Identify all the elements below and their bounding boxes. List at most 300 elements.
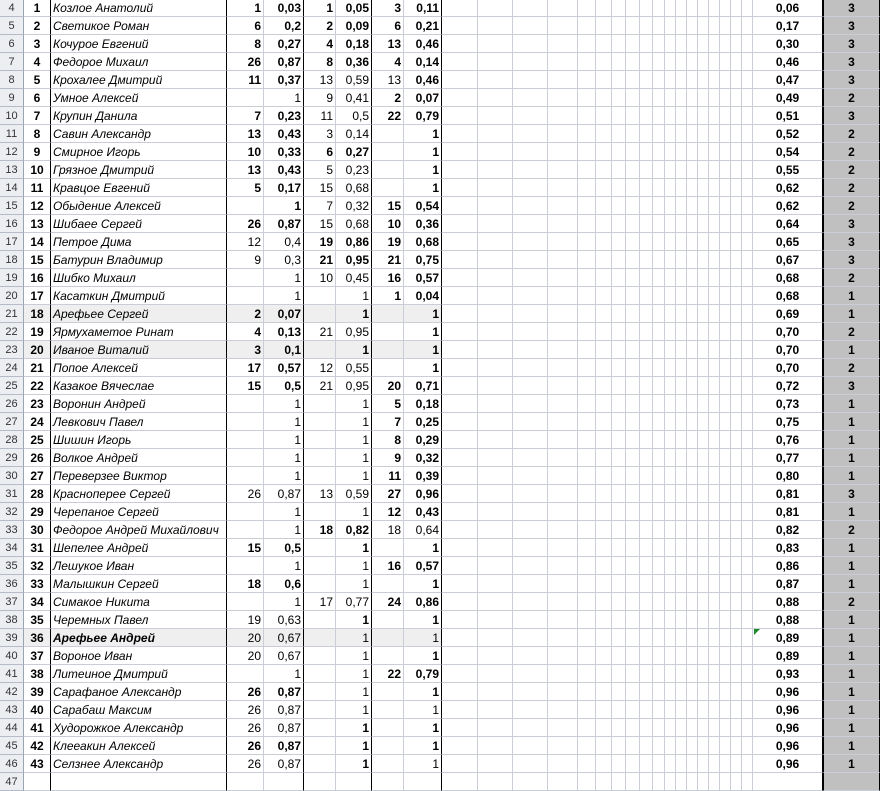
ratio-a-cell[interactable]: 0,57	[264, 359, 304, 377]
empty-cell[interactable]	[720, 269, 731, 287]
empty-cell[interactable]	[478, 125, 513, 143]
empty-cell[interactable]	[720, 737, 731, 755]
name-cell[interactable]: Лешукое Иван	[51, 557, 227, 575]
average-cell[interactable]: 0,70	[753, 341, 823, 359]
empty-cell[interactable]	[687, 701, 698, 719]
empty-cell[interactable]	[626, 251, 640, 269]
average-cell[interactable]: 0,06	[753, 0, 823, 17]
average-cell[interactable]: 0,55	[753, 161, 823, 179]
ratio-b-cell[interactable]: 1	[336, 575, 372, 593]
empty-cell[interactable]	[742, 593, 753, 611]
score-b-cell[interactable]	[304, 557, 336, 575]
empty-cell[interactable]	[731, 521, 742, 539]
empty-cell[interactable]	[578, 0, 596, 17]
empty-cell[interactable]	[720, 485, 731, 503]
ratio-c-cell[interactable]: 1	[404, 341, 442, 359]
empty-cell[interactable]	[742, 287, 753, 305]
score-b-cell[interactable]: 21	[304, 323, 336, 341]
empty-cell[interactable]	[513, 17, 548, 35]
score-a-cell[interactable]: 8	[227, 35, 264, 53]
empty-cell[interactable]	[698, 611, 709, 629]
empty-cell[interactable]	[687, 161, 698, 179]
empty-cell[interactable]	[687, 683, 698, 701]
empty-cell[interactable]	[720, 773, 731, 791]
empty-cell[interactable]	[665, 719, 676, 737]
empty-cell[interactable]	[612, 251, 626, 269]
empty-cell[interactable]	[720, 503, 731, 521]
empty-cell[interactable]	[442, 737, 478, 755]
ratio-c-cell[interactable]: 1	[404, 179, 442, 197]
empty-cell[interactable]	[742, 71, 753, 89]
empty-cell[interactable]	[698, 215, 709, 233]
row-header[interactable]: 36	[0, 575, 24, 593]
row-header[interactable]: 7	[0, 53, 24, 71]
empty-cell[interactable]	[442, 17, 478, 35]
rank-cell[interactable]: 29	[24, 503, 51, 521]
score-c-cell[interactable]: 2	[372, 89, 404, 107]
row-header[interactable]: 30	[0, 467, 24, 485]
group-cell[interactable]: 3	[823, 71, 880, 89]
empty-cell[interactable]	[676, 431, 687, 449]
empty-cell[interactable]	[665, 71, 676, 89]
empty-cell[interactable]	[665, 449, 676, 467]
ratio-a-cell[interactable]: 0,07	[264, 305, 304, 323]
empty-cell[interactable]	[612, 35, 626, 53]
score-c-cell[interactable]	[372, 323, 404, 341]
empty-cell[interactable]	[612, 323, 626, 341]
empty-cell[interactable]	[676, 359, 687, 377]
empty-cell[interactable]	[478, 611, 513, 629]
empty-cell[interactable]	[626, 575, 640, 593]
average-cell[interactable]: 0,82	[753, 521, 823, 539]
ratio-c-cell[interactable]: 0,57	[404, 557, 442, 575]
empty-cell[interactable]	[442, 701, 478, 719]
empty-cell[interactable]	[742, 17, 753, 35]
empty-cell[interactable]	[653, 17, 665, 35]
score-b-cell[interactable]: 13	[304, 71, 336, 89]
empty-cell[interactable]	[687, 611, 698, 629]
score-a-cell[interactable]: 13	[227, 125, 264, 143]
empty-cell[interactable]	[720, 215, 731, 233]
empty-cell[interactable]	[742, 557, 753, 575]
empty-cell[interactable]	[731, 773, 742, 791]
empty-cell[interactable]	[640, 395, 653, 413]
empty-cell[interactable]	[709, 665, 720, 683]
ratio-c-cell[interactable]: 1	[404, 701, 442, 719]
empty-cell[interactable]	[687, 17, 698, 35]
row-header[interactable]: 12	[0, 143, 24, 161]
score-c-cell[interactable]: 20	[372, 377, 404, 395]
score-b-cell[interactable]	[304, 503, 336, 521]
empty-cell[interactable]	[698, 665, 709, 683]
empty-cell[interactable]	[640, 539, 653, 557]
empty-cell[interactable]	[612, 449, 626, 467]
empty-cell[interactable]	[626, 377, 640, 395]
empty-cell[interactable]	[513, 215, 548, 233]
empty-cell[interactable]	[626, 197, 640, 215]
empty-cell[interactable]	[596, 755, 612, 773]
empty-cell[interactable]	[640, 359, 653, 377]
empty-cell[interactable]	[720, 521, 731, 539]
ratio-a-cell[interactable]: 0,87	[264, 485, 304, 503]
empty-cell[interactable]	[626, 431, 640, 449]
row-header[interactable]: 22	[0, 323, 24, 341]
empty-cell[interactable]	[698, 125, 709, 143]
empty-cell[interactable]	[676, 377, 687, 395]
empty-cell[interactable]	[548, 629, 578, 647]
empty-cell[interactable]	[698, 107, 709, 125]
average-cell[interactable]: 0,89	[753, 629, 823, 647]
empty-cell[interactable]	[720, 557, 731, 575]
empty-cell[interactable]	[709, 251, 720, 269]
empty-cell[interactable]	[653, 323, 665, 341]
empty-cell[interactable]	[578, 485, 596, 503]
empty-cell[interactable]	[709, 143, 720, 161]
row-header[interactable]: 16	[0, 215, 24, 233]
empty-cell[interactable]	[687, 197, 698, 215]
empty-cell[interactable]	[709, 359, 720, 377]
score-c-cell[interactable]: 3	[372, 0, 404, 17]
empty-cell[interactable]	[742, 629, 753, 647]
empty-cell[interactable]	[709, 485, 720, 503]
empty-cell[interactable]	[612, 377, 626, 395]
rank-cell[interactable]: 28	[24, 485, 51, 503]
empty-cell[interactable]	[478, 719, 513, 737]
ratio-c-cell[interactable]: 0,11	[404, 0, 442, 17]
score-c-cell[interactable]: 12	[372, 503, 404, 521]
empty-cell[interactable]	[698, 359, 709, 377]
row-header[interactable]: 4	[0, 0, 24, 17]
empty-cell[interactable]	[442, 647, 478, 665]
ratio-c-cell[interactable]: 0,29	[404, 431, 442, 449]
empty-cell[interactable]	[626, 233, 640, 251]
empty-cell[interactable]	[578, 737, 596, 755]
empty-cell[interactable]	[442, 413, 478, 431]
ratio-c-cell[interactable]: 1	[404, 683, 442, 701]
score-c-cell[interactable]	[372, 683, 404, 701]
empty-cell[interactable]	[653, 773, 665, 791]
empty-cell[interactable]	[513, 575, 548, 593]
empty-cell[interactable]	[720, 539, 731, 557]
empty-cell[interactable]	[731, 89, 742, 107]
empty-cell[interactable]	[709, 647, 720, 665]
empty-cell[interactable]	[653, 593, 665, 611]
empty-cell[interactable]	[596, 251, 612, 269]
ratio-a-cell[interactable]: 0,13	[264, 323, 304, 341]
score-a-cell[interactable]	[227, 521, 264, 539]
empty-cell[interactable]	[742, 575, 753, 593]
empty-cell[interactable]	[709, 449, 720, 467]
name-cell[interactable]: Федорое Михаил	[51, 53, 227, 71]
empty-cell[interactable]	[731, 377, 742, 395]
empty-cell[interactable]	[626, 161, 640, 179]
empty-cell[interactable]	[676, 683, 687, 701]
ratio-b-cell[interactable]: 1	[336, 341, 372, 359]
empty-cell[interactable]	[442, 611, 478, 629]
empty-cell[interactable]	[742, 377, 753, 395]
empty-cell[interactable]	[742, 665, 753, 683]
empty-cell[interactable]	[626, 71, 640, 89]
empty-cell[interactable]	[709, 341, 720, 359]
score-b-cell[interactable]: 2	[304, 17, 336, 35]
rank-cell[interactable]: 10	[24, 161, 51, 179]
empty-cell[interactable]	[612, 287, 626, 305]
empty-cell[interactable]	[709, 17, 720, 35]
empty-cell[interactable]	[742, 503, 753, 521]
empty-cell[interactable]	[640, 143, 653, 161]
empty-cell[interactable]	[687, 269, 698, 287]
empty-cell[interactable]	[687, 53, 698, 71]
empty-cell[interactable]	[478, 89, 513, 107]
empty-cell[interactable]	[687, 0, 698, 17]
empty-cell[interactable]	[478, 557, 513, 575]
group-cell[interactable]: 2	[823, 89, 880, 107]
score-a-cell[interactable]: 26	[227, 683, 264, 701]
empty-cell[interactable]	[578, 251, 596, 269]
empty-cell[interactable]	[698, 575, 709, 593]
score-a-cell[interactable]: 15	[227, 377, 264, 395]
empty-cell[interactable]	[612, 125, 626, 143]
empty-cell[interactable]	[676, 773, 687, 791]
score-a-cell[interactable]: 13	[227, 161, 264, 179]
empty-cell[interactable]	[731, 359, 742, 377]
empty-cell[interactable]	[731, 395, 742, 413]
score-b-cell[interactable]: 3	[304, 125, 336, 143]
empty-cell[interactable]	[676, 647, 687, 665]
rank-cell[interactable]: 13	[24, 215, 51, 233]
empty-cell[interactable]	[478, 773, 513, 791]
empty-cell[interactable]	[478, 701, 513, 719]
rank-cell[interactable]: 41	[24, 719, 51, 737]
score-a-cell[interactable]	[227, 269, 264, 287]
score-a-cell[interactable]: 11	[227, 71, 264, 89]
empty-cell[interactable]	[513, 539, 548, 557]
score-b-cell[interactable]: 11	[304, 107, 336, 125]
ratio-a-cell[interactable]: 0,27	[264, 35, 304, 53]
empty-cell[interactable]	[640, 647, 653, 665]
empty-cell[interactable]	[720, 197, 731, 215]
empty-cell[interactable]	[742, 305, 753, 323]
empty-cell[interactable]	[687, 143, 698, 161]
row-header[interactable]: 44	[0, 719, 24, 737]
rank-cell[interactable]: 36	[24, 629, 51, 647]
empty-cell[interactable]	[640, 305, 653, 323]
empty-cell[interactable]	[653, 197, 665, 215]
empty-cell[interactable]	[720, 125, 731, 143]
empty-cell[interactable]	[698, 305, 709, 323]
empty-cell[interactable]	[626, 305, 640, 323]
empty-cell[interactable]	[720, 323, 731, 341]
group-cell[interactable]: 1	[823, 395, 880, 413]
ratio-a-cell[interactable]: 0,67	[264, 647, 304, 665]
empty-cell[interactable]	[612, 179, 626, 197]
row-header[interactable]: 24	[0, 359, 24, 377]
empty-cell[interactable]	[742, 215, 753, 233]
empty-cell[interactable]	[720, 719, 731, 737]
empty-cell[interactable]	[720, 449, 731, 467]
score-a-cell[interactable]: 7	[227, 107, 264, 125]
group-cell[interactable]: 3	[823, 233, 880, 251]
row-header[interactable]: 46	[0, 755, 24, 773]
name-cell[interactable]: Козлое Анатолий	[51, 0, 227, 17]
group-cell[interactable]: 1	[823, 647, 880, 665]
ratio-a-cell[interactable]: 0,5	[264, 377, 304, 395]
empty-cell[interactable]	[626, 701, 640, 719]
group-cell[interactable]: 2	[823, 125, 880, 143]
rank-cell[interactable]: 32	[24, 557, 51, 575]
empty-cell[interactable]	[612, 395, 626, 413]
empty-cell[interactable]	[720, 179, 731, 197]
empty-cell[interactable]	[742, 413, 753, 431]
empty-cell[interactable]	[578, 53, 596, 71]
empty-cell[interactable]	[548, 701, 578, 719]
empty-cell[interactable]	[596, 683, 612, 701]
empty-cell[interactable]	[596, 323, 612, 341]
name-cell[interactable]: Сарафаное Александр	[51, 683, 227, 701]
empty-cell[interactable]	[731, 125, 742, 143]
ratio-a-cell[interactable]: 0,63	[264, 611, 304, 629]
name-cell[interactable]: Крохалее Дмитрий	[51, 71, 227, 89]
empty-cell[interactable]	[742, 449, 753, 467]
name-cell[interactable]: Черемных Павел	[51, 611, 227, 629]
empty-cell[interactable]	[640, 269, 653, 287]
row-header[interactable]: 18	[0, 251, 24, 269]
row-header[interactable]: 5	[0, 17, 24, 35]
average-cell[interactable]: 0,70	[753, 359, 823, 377]
name-cell[interactable]: Худорожкое Александр	[51, 719, 227, 737]
name-cell[interactable]: Кочурое Евгений	[51, 35, 227, 53]
empty-cell[interactable]	[665, 197, 676, 215]
empty-cell[interactable]	[676, 107, 687, 125]
empty-cell[interactable]	[478, 485, 513, 503]
ratio-b-cell[interactable]: 1	[336, 665, 372, 683]
ratio-b-cell[interactable]: 1	[336, 557, 372, 575]
empty-cell[interactable]	[653, 665, 665, 683]
ratio-b-cell[interactable]: 0,27	[336, 143, 372, 161]
empty-cell[interactable]	[626, 125, 640, 143]
empty-cell[interactable]	[687, 755, 698, 773]
empty-cell[interactable]	[640, 17, 653, 35]
empty-cell[interactable]	[578, 431, 596, 449]
empty-cell[interactable]	[742, 755, 753, 773]
name-cell[interactable]: Грязное Дмитрий	[51, 161, 227, 179]
empty-cell[interactable]	[742, 161, 753, 179]
rank-cell[interactable]: 4	[24, 53, 51, 71]
empty-cell[interactable]	[731, 647, 742, 665]
empty-cell[interactable]	[720, 233, 731, 251]
empty-cell[interactable]	[513, 467, 548, 485]
empty-cell[interactable]	[442, 251, 478, 269]
empty-cell[interactable]	[709, 521, 720, 539]
score-b-cell[interactable]: 15	[304, 215, 336, 233]
name-cell[interactable]: Левкович Павел	[51, 413, 227, 431]
empty-cell[interactable]	[513, 593, 548, 611]
name-cell[interactable]: Литеиное Дмитрий	[51, 665, 227, 683]
empty-cell[interactable]	[548, 71, 578, 89]
empty-cell[interactable]	[612, 557, 626, 575]
empty-cell[interactable]	[731, 701, 742, 719]
empty-cell[interactable]	[742, 251, 753, 269]
score-b-cell[interactable]: 17	[304, 593, 336, 611]
score-b-cell[interactable]: 7	[304, 197, 336, 215]
empty-cell[interactable]	[596, 575, 612, 593]
empty-cell[interactable]	[687, 125, 698, 143]
score-b-cell[interactable]: 5	[304, 161, 336, 179]
empty-cell[interactable]	[653, 305, 665, 323]
empty-cell[interactable]	[720, 755, 731, 773]
score-b-cell[interactable]: 15	[304, 179, 336, 197]
empty-cell[interactable]	[612, 503, 626, 521]
score-c-cell[interactable]: 21	[372, 251, 404, 269]
empty-cell[interactable]	[612, 539, 626, 557]
ratio-b-cell[interactable]: 1	[336, 539, 372, 557]
rank-cell[interactable]: 27	[24, 467, 51, 485]
score-b-cell[interactable]	[304, 647, 336, 665]
empty-cell[interactable]	[626, 647, 640, 665]
score-c-cell[interactable]: 4	[372, 53, 404, 71]
empty-cell[interactable]	[626, 773, 640, 791]
score-c-cell[interactable]: 27	[372, 485, 404, 503]
empty-cell[interactable]	[720, 431, 731, 449]
empty-cell[interactable]	[612, 683, 626, 701]
empty-cell[interactable]	[612, 629, 626, 647]
row-header[interactable]: 21	[0, 305, 24, 323]
empty-cell[interactable]	[442, 539, 478, 557]
empty-cell[interactable]	[612, 215, 626, 233]
empty-cell[interactable]	[612, 719, 626, 737]
empty-cell[interactable]	[640, 485, 653, 503]
empty-cell[interactable]	[596, 143, 612, 161]
empty-cell[interactable]	[665, 89, 676, 107]
empty-cell[interactable]	[653, 269, 665, 287]
empty-cell[interactable]	[612, 233, 626, 251]
empty-cell[interactable]	[731, 449, 742, 467]
empty-cell[interactable]	[653, 521, 665, 539]
empty-cell[interactable]	[653, 143, 665, 161]
empty-cell[interactable]	[698, 629, 709, 647]
empty-cell[interactable]	[612, 161, 626, 179]
empty-cell[interactable]	[596, 467, 612, 485]
empty-cell[interactable]	[676, 395, 687, 413]
empty-cell[interactable]	[665, 557, 676, 575]
score-b-cell[interactable]	[304, 773, 336, 791]
name-cell[interactable]: Симакое Никита	[51, 593, 227, 611]
average-cell[interactable]: 0,96	[753, 755, 823, 773]
empty-cell[interactable]	[731, 755, 742, 773]
empty-cell[interactable]	[687, 287, 698, 305]
rank-cell[interactable]: 11	[24, 179, 51, 197]
empty-cell[interactable]	[548, 287, 578, 305]
score-a-cell[interactable]	[227, 395, 264, 413]
empty-cell[interactable]	[640, 521, 653, 539]
ratio-c-cell[interactable]: 0,04	[404, 287, 442, 305]
empty-cell[interactable]	[709, 737, 720, 755]
empty-cell[interactable]	[596, 395, 612, 413]
ratio-a-cell[interactable]: 1	[264, 197, 304, 215]
empty-cell[interactable]	[676, 575, 687, 593]
empty-cell[interactable]	[612, 611, 626, 629]
ratio-c-cell[interactable]: 1	[404, 161, 442, 179]
name-cell[interactable]: Арефьее Андрей	[51, 629, 227, 647]
name-cell[interactable]: Черепаное Сергей	[51, 503, 227, 521]
empty-cell[interactable]	[640, 467, 653, 485]
empty-cell[interactable]	[578, 755, 596, 773]
rank-cell[interactable]: 25	[24, 431, 51, 449]
empty-cell[interactable]	[676, 593, 687, 611]
empty-cell[interactable]	[578, 539, 596, 557]
ratio-a-cell[interactable]: 0,37	[264, 71, 304, 89]
empty-cell[interactable]	[513, 431, 548, 449]
